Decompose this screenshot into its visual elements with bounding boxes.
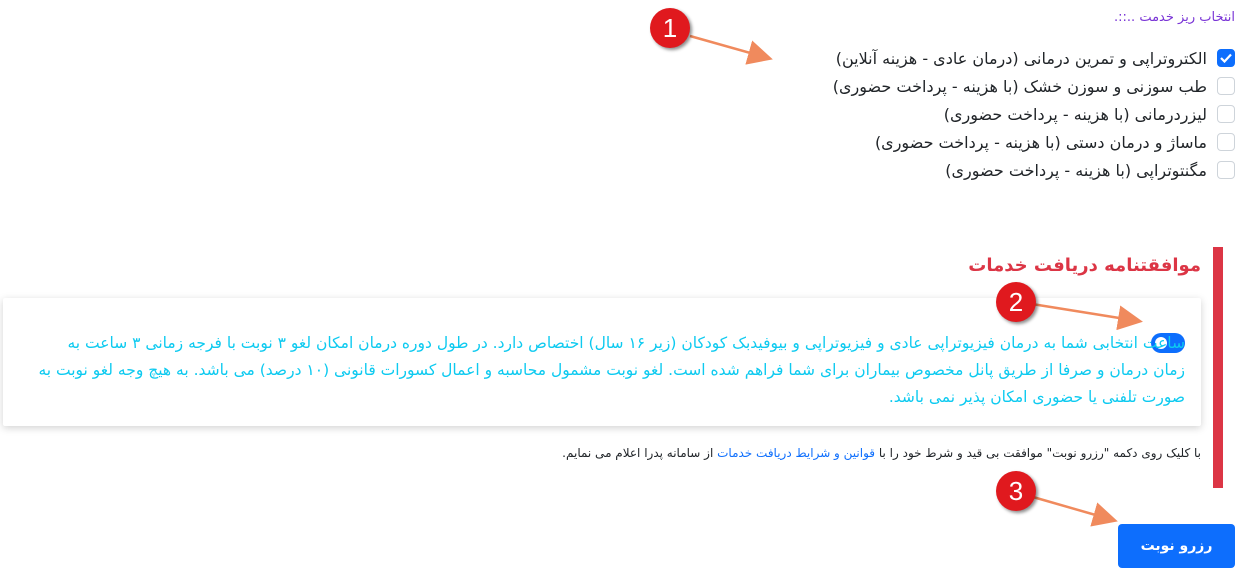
service-option-label: طب سوزنی و سوزن خشک (با هزینه - پرداخت حضوری) <box>832 76 1207 96</box>
terms-prefix: با کلیک روی دکمه "رزرو نوبت" موافقت بی قید و شرط خود را با <box>875 446 1201 460</box>
service-option-label: ماساژ و درمان دستی (با هزینه - پرداخت حضوری) <box>874 132 1207 152</box>
agreement-text: ساعت انتخابی شما به درمان فیزیوتراپی عادی و فیزیوتراپی و بیوفیدبک کودکان (زیر ۱۶ سال) اختصاص دارد. در طول دوره درمان امکان لغو ۳ نوبت با فرجه زمانی ۳ ساعت به زمان درمان و صرفا از طریق پانل مخصوص بیماران برای شما فراهم شده است. لغو نوبت مشمول محاسبه و اعمال کسورات قانونی (۱۰ درصد) می باشد. به هیچ وجه لغو نوبت به صورت تلفنی یا حضوری امکان پذیر نمی باشد. <box>38 334 1185 406</box>
terms-suffix: از سامانه پدرا اعلام می نمایم. <box>562 446 718 460</box>
reserve-appointment-button[interactable]: رزرو نوبت <box>1118 524 1235 568</box>
arrow-1 <box>690 36 768 58</box>
service-option-label: الکتروتراپی و تمرین درمانی (درمان عادی - هزینه آنلاین) <box>835 48 1207 68</box>
arrow-2 <box>1032 304 1138 321</box>
step-marker-2: 2 <box>996 282 1036 322</box>
terms-link[interactable]: قوانین و شرایط دریافت خدمات <box>717 446 876 460</box>
agreement-title: موافقتنامه دریافت خدمات <box>968 255 1201 276</box>
service-option-label: لیزردرمانی (با هزینه - پرداخت حضوری) <box>943 104 1207 124</box>
step-marker-1: 1 <box>650 8 690 48</box>
service-selection-heading: انتخاب ریز خدمت ..::. <box>1114 10 1235 25</box>
step-marker-3: 3 <box>996 471 1036 511</box>
arrow-3 <box>1033 497 1113 520</box>
service-option-label: مگنتوتراپی (با هزینه - پرداخت حضوری) <box>945 160 1207 180</box>
